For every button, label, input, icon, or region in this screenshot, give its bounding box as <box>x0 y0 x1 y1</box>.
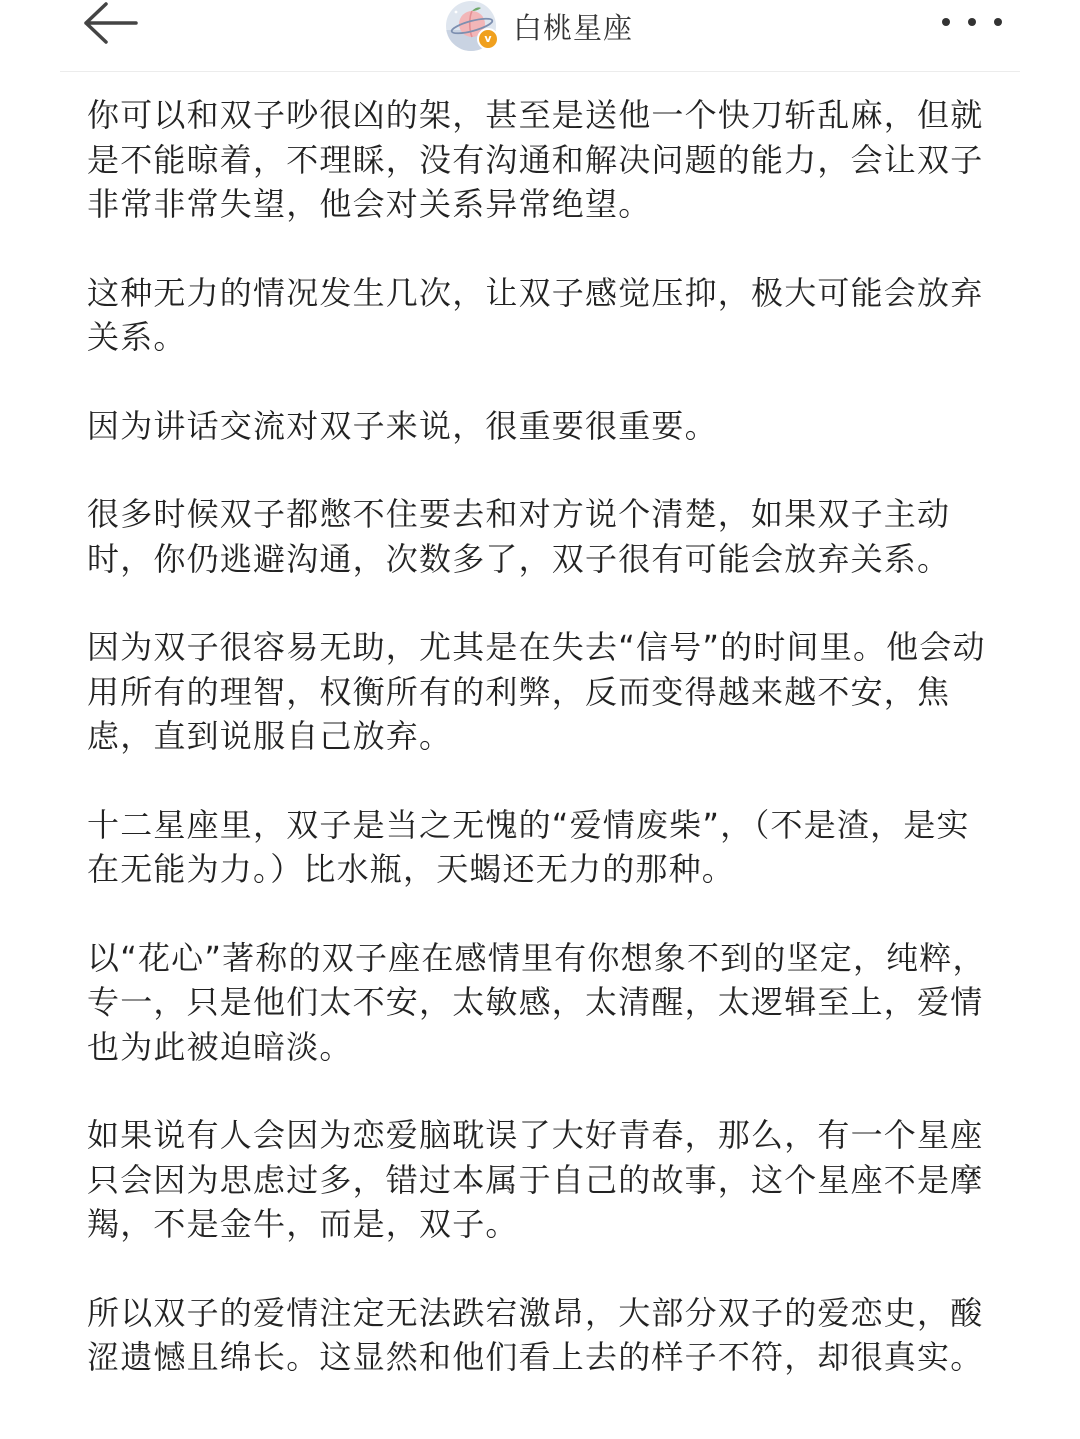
article-paragraph: 所以双子的爱情注定无法跌宕激昂，大部分双子的爱恋史，酸涩遗憾且绵长。这显然和他们看上去的样子不符，却很真实。 <box>87 1293 984 1376</box>
article-paragraph: 如果说有人会因为恋爱脑耽误了大好青春，那么，有一个星座只会因为思虑过多，错过本属于自己的故事，这个星座不是摩羯，不是金牛，而是，双子。 <box>87 1116 984 1243</box>
article-paragraph: 十二星座里，双子是当之无愧的“爱情废柴”，（不是渣，是实在无能为力。）比水瓶，天蝎还无力的那种。 <box>87 805 970 888</box>
article-paragraph: 因为双子很容易无助，尤其是在失去“信号”的时间里。他会动用所有的理智，权衡所有的利弊，反而变得越来越不安，焦虑，直到说服自己放弃。 <box>87 628 986 755</box>
account-name[interactable]: 白桃星座 <box>513 10 634 45</box>
more-dots-icon <box>994 18 1002 26</box>
avatar[interactable] <box>445 0 497 52</box>
more-options-button[interactable] <box>942 8 1002 36</box>
more-dots-icon <box>942 18 950 26</box>
article-paragraph: 你可以和双子吵很凶的架，甚至是送他一个快刀斩乱麻，但就是不能晾着，不理睬，没有沟通和解决问题的能力，会让双子非常非常失望，他会对关系异常绝望。 <box>87 96 984 223</box>
article-body <box>87 93 987 1424</box>
back-button[interactable] <box>78 0 142 48</box>
article-paragraph: 以“花心”著称的双子座在感情里有你想象不到的坚定，纯粹，专一，只是他们太不安，太敏感，太清醒，太逻辑至上，爱情也为此被迫暗淡。 <box>87 938 986 1066</box>
account-info[interactable] <box>445 0 633 52</box>
verified-badge-icon: v <box>477 28 499 50</box>
article-paragraph: 因为讲话交流对双子来说，很重要很重要。 <box>87 406 718 445</box>
article-paragraph: 很多时候双子都憋不住要去和对方说个清楚，如果双子主动时，你仍逃避沟通，次数多了，双子很有可能会放弃关系。 <box>87 495 951 578</box>
article-paragraph: 这种无力的情况发生几次，让双子感觉压抑，极大可能会放弃关系。 <box>87 273 984 356</box>
arrow-left-icon <box>78 0 142 48</box>
more-dots-icon <box>968 18 976 26</box>
top-bar <box>60 0 1020 72</box>
